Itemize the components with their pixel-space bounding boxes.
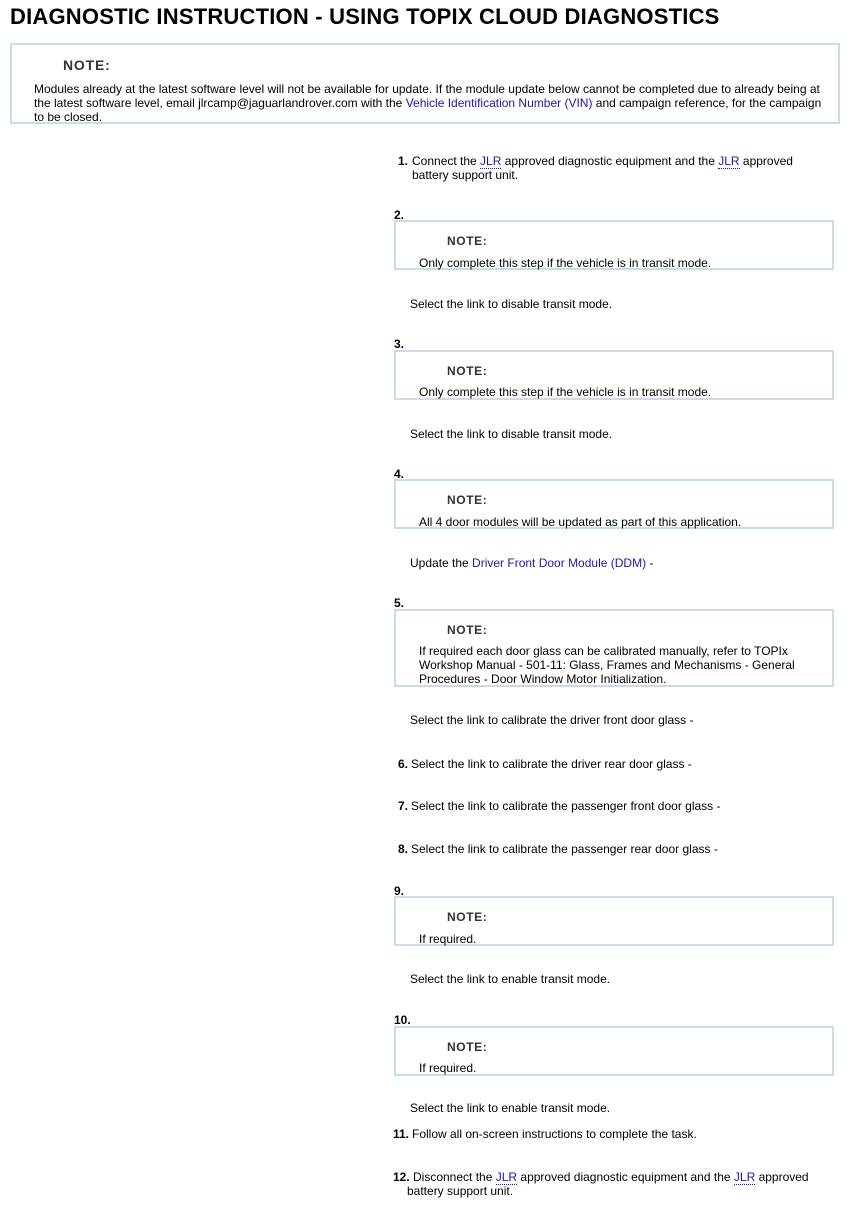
step-note-box — [394, 350, 834, 400]
step-number: 10. — [394, 1013, 411, 1027]
text: - — [646, 556, 654, 570]
note-label: NOTE: — [63, 57, 111, 73]
step-text: Select the link to calibrate the passenger front door glass - — [411, 799, 721, 813]
step-number: 3. — [394, 337, 405, 351]
step-text: Select the link to calibrate the driver front door glass - — [410, 713, 694, 727]
note-label: NOTE: — [447, 910, 488, 924]
step-note-box — [394, 896, 834, 946]
jlr-abbr[interactable]: JLR — [495, 1170, 518, 1184]
note-body: If required. — [419, 932, 477, 946]
step-text: Select the link to enable transit mode. — [410, 972, 611, 986]
step-note-box — [394, 609, 834, 687]
note-label: NOTE: — [447, 493, 488, 507]
step-number: 1. — [398, 154, 409, 168]
note-label: NOTE: — [447, 1040, 488, 1054]
note-body: Only complete this step if the vehicle is in transit mode. — [419, 385, 712, 399]
page-title: DIAGNOSTIC INSTRUCTION - USING TOPIX CLOUD DIAGNOSTICS — [10, 4, 720, 29]
step-number: 9. — [394, 884, 405, 898]
step-note-box — [394, 1026, 834, 1076]
note-label: NOTE: — [447, 364, 488, 378]
note-text: and campaign reference, for the campaign to be closed. — [34, 96, 822, 124]
step-note-box — [394, 220, 834, 270]
ddm-link[interactable]: Driver Front Door Module (DDM) — [472, 556, 647, 570]
step-text — [410, 556, 653, 570]
step-number: 4. — [394, 467, 405, 481]
vin-link[interactable]: Vehicle Identification Number (VIN) — [405, 96, 593, 110]
note-body: Only complete this step if the vehicle is in transit mode. — [419, 256, 712, 270]
jlr-abbr[interactable]: JLR — [480, 154, 502, 168]
note-body — [34, 82, 824, 124]
step-number: 6. — [398, 757, 409, 771]
text: Connect the — [412, 154, 481, 168]
text: Disconnect the — [413, 1170, 496, 1184]
step-text: Select the link to enable transit mode. — [410, 1101, 611, 1115]
text: approved diagnostic equipment and the — [501, 154, 719, 168]
step-number: 2. — [394, 208, 405, 222]
note-body: If required each door glass can be calibrated manually, refer to TOPIx Workshop Manual - 501-11: Glass, Frames and Mechanisms - General Procedures - Door Window Motor Initialization. — [419, 644, 795, 686]
note-text: Modules already at the latest software level will not be available for update. If the module update below cannot be completed due to already being at the latest software level, email jlrcamp@jaguarlandrover.com with the — [34, 82, 820, 110]
text: approved battery support unit. — [407, 1170, 809, 1198]
step-text: Select the link to calibrate the passenger rear door glass - — [411, 842, 718, 856]
step-text — [407, 1170, 827, 1198]
note-body: All 4 door modules will be updated as part of this application. — [419, 515, 742, 529]
note-label: NOTE: — [447, 623, 488, 637]
step-number: 8. — [398, 842, 409, 856]
text: approved diagnostic equipment and the — [517, 1170, 734, 1184]
step-text: Select the link to disable transit mode. — [410, 427, 613, 441]
step-text: Select the link to disable transit mode. — [410, 297, 613, 311]
step-number: 5. — [394, 596, 405, 610]
jlr-abbr[interactable]: JLR — [733, 1170, 756, 1184]
note-body: If required. — [419, 1061, 477, 1075]
text: Update the — [410, 556, 473, 570]
top-note-box — [10, 43, 840, 124]
step-number: 11. — [393, 1127, 410, 1141]
step-text: Select the link to calibrate the driver rear door glass - — [411, 757, 692, 771]
text: approved battery support unit. — [412, 154, 793, 182]
step-text: Follow all on-screen instructions to complete the task. — [412, 1127, 697, 1141]
jlr-abbr[interactable]: JLR — [718, 154, 740, 168]
step-number: 7. — [398, 799, 409, 813]
step-note-box — [394, 479, 834, 529]
step-number: 12. — [393, 1170, 410, 1184]
step-text — [412, 154, 832, 182]
note-label: NOTE: — [447, 234, 488, 248]
